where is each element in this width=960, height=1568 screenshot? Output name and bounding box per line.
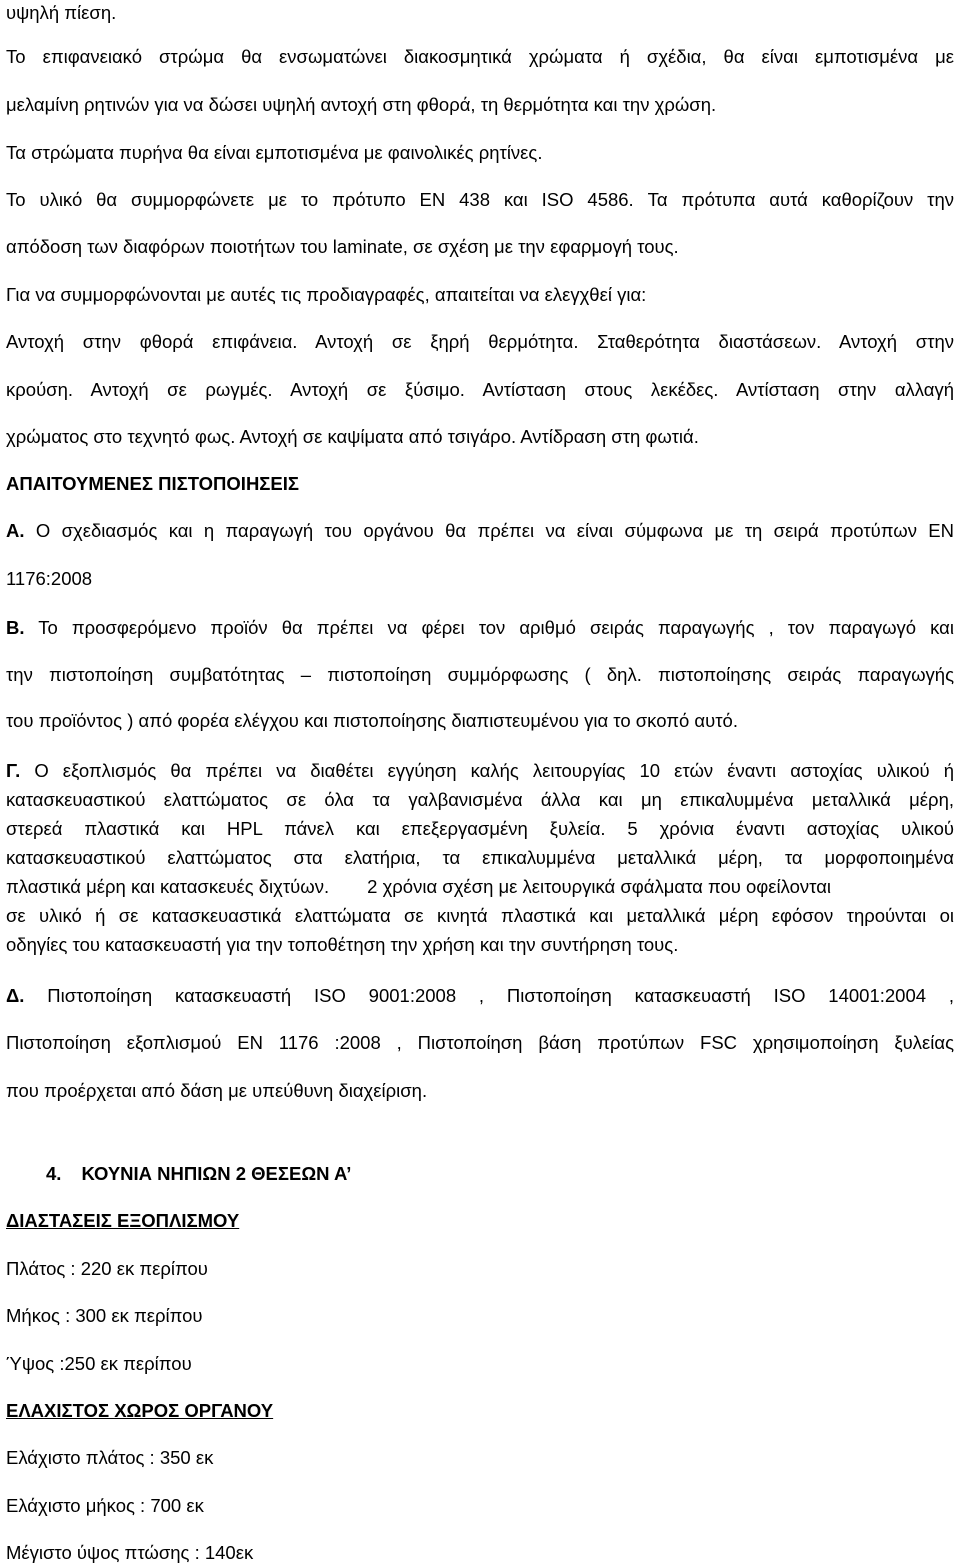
text-line: μελαμίνη ρητινών για να δώσει υψηλή αντοχή στη φθορά, τη θερμότητα και την χρώση. bbox=[6, 94, 717, 115]
section-heading: ΑΠΑΙΤΟΥΜΕΝΕΣ ΠΙΣΤΟΠΟΙΗΣΕΙΣ bbox=[6, 473, 299, 494]
dim-length: Μήκος : 300 εκ περίπου bbox=[6, 1305, 203, 1326]
text-line: οδηγίες του κατασκευαστή για την τοποθέτηση την χρήση και την συντήρηση τους. bbox=[6, 934, 679, 955]
space-heading: ΕΛΑΧΙΣΤΟΣ ΧΩΡΟΣ ΟΡΓΑΝΟΥ bbox=[6, 1400, 274, 1421]
section-number: 4. bbox=[46, 1163, 62, 1184]
space-fall-height: Μέγιστο ύψος πτώσης : 140εκ bbox=[6, 1542, 254, 1563]
text-line: Το προσφερόμενο προϊόν θα πρέπει να φέρει τον αριθμό σειράς παραγωγής , τον παραγωγό και bbox=[24, 617, 954, 638]
section-title bbox=[46, 1163, 954, 1185]
space-length: Ελάχιστο μήκος : 700 εκ bbox=[6, 1495, 204, 1516]
text-line: κατασκευαστικού ελαττώματος στα ελατήρια, τα επικαλυμμένα μεταλλικά μέρη, τα μορφοποιημένα bbox=[6, 847, 954, 868]
section-title-text: ΚΟΥΝΙΑ ΝΗΠΙΩΝ 2 ΘΕΣΕΩΝ Α’ bbox=[81, 1163, 352, 1184]
text-line: κρούση. Αντοχή σε ρωγμές. Αντοχή σε ξύσιμο. Αντίσταση στους λεκέδες. Αντίσταση στην αλλαγή bbox=[6, 379, 954, 400]
text-segment: πλαστικά μέρη και κατασκευές διχτύων. bbox=[6, 876, 330, 897]
text-line: Πιστοποίηση εξοπλισμού ΕΝ 1176 :2008 , Πιστοποίηση βάση προτύπων FSC χρησιμοποίηση ξυλείας bbox=[6, 1032, 954, 1053]
text-line: που προέρχεται από δάση με υπεύθυνη διαχείριση. bbox=[6, 1080, 428, 1101]
text-line: Ο σχεδιασμός και η παραγωγή του οργάνου θα πρέπει να είναι σύμφωνα με τη σειρά προτύπων ΕΝ bbox=[24, 520, 954, 541]
text-line: την πιστοποίηση συμβατότητας – πιστοποίηση συμμόρφωσης ( δηλ. πιστοποίησης σειράς παραγωγής bbox=[6, 664, 954, 685]
text-line: 1176:2008 bbox=[6, 568, 93, 589]
cert-item-a bbox=[6, 520, 954, 542]
text-line: Το επιφανειακό στρώμα θα ενσωματώνει διακοσμητικά χρώματα ή σχέδια, θα είναι εμποτισμένα με bbox=[6, 46, 954, 67]
text-line: σε υλικό ή σε κατασκευαστικά ελαττώματα σε κινητά πλαστικά και μεταλλικά μέρη εφόσον τηρούνται οι bbox=[6, 905, 954, 926]
item-label: Γ. bbox=[6, 760, 21, 781]
text-line bbox=[6, 876, 954, 898]
text-line: στερεά πλαστικά και HPL πάνελ και επεξεργασμένη ξυλεία. 5 χρόνια έναντι αστοχίας υλικού bbox=[6, 818, 954, 839]
item-label: Α. bbox=[6, 520, 25, 541]
text-line: Για να συμμορφώνονται με αυτές τις προδιαγραφές, απαιτείται να ελεγχθεί για: bbox=[6, 284, 647, 305]
text-line: Αντοχή στην φθορά επιφάνεια. Αντοχή σε ξηρή θερμότητα. Σταθερότητα διαστάσεων. Αντοχή στην bbox=[6, 331, 954, 352]
cert-item-b bbox=[6, 617, 954, 639]
cert-item-d bbox=[6, 985, 954, 1007]
item-label: Β. bbox=[6, 617, 25, 638]
item-label: Δ. bbox=[6, 985, 25, 1006]
dims-heading: ΔΙΑΣΤΑΣΕΙΣ ΕΞΟΠΛΙΣΜΟΥ bbox=[6, 1210, 240, 1231]
text-line: του προϊόντος ) από φορέα ελέγχου και πιστοποίησης διαπιστευμένου για το σκοπό αυτό. bbox=[6, 710, 738, 731]
text-segment: 2 χρόνια σχέση με λειτουργικά σφάλματα που οφείλονται bbox=[367, 876, 832, 897]
text-line: Τα στρώματα πυρήνα θα είναι εμποτισμένα με φαινολικές ρητίνες. bbox=[6, 142, 543, 163]
cert-item-c bbox=[6, 760, 954, 782]
dim-height: Ύψος :250 εκ περίπου bbox=[6, 1353, 192, 1374]
text-line: Ο εξοπλισμός θα πρέπει να διαθέτει εγγύηση καλής λειτουργίας 10 ετών έναντι αστοχίας υλικού ή bbox=[20, 760, 954, 781]
text-line: υψηλή πίεση. bbox=[6, 2, 117, 23]
text-line: Το υλικό θα συμμορφώνετε με το πρότυπο ΕΝ 438 και ISO 4586. Τα πρότυπα αυτά καθορίζουν την bbox=[6, 189, 954, 210]
dim-width: Πλάτος : 220 εκ περίπου bbox=[6, 1258, 208, 1279]
text-line: απόδοση των διαφόρων ποιοτήτων του laminate, σε σχέση με την εφαρμογή τους. bbox=[6, 236, 679, 257]
space-width: Ελάχιστο πλάτος : 350 εκ bbox=[6, 1447, 214, 1468]
text-line: χρώματος στο τεχνητό φως. Αντοχή σε καψίματα από τσιγάρο. Αντίδραση στη φωτιά. bbox=[6, 426, 699, 447]
text-line: κατασκευαστικού ελαττώματος σε όλα τα γαλβανισμένα άλλα και μη επικαλυμμένα μεταλλικά μέρη, bbox=[6, 789, 954, 810]
text-line: Πιστοποίηση κατασκευαστή ISO 9001:2008 , Πιστοποίηση κατασκευαστή ISO 14001:2004 , bbox=[24, 985, 954, 1006]
